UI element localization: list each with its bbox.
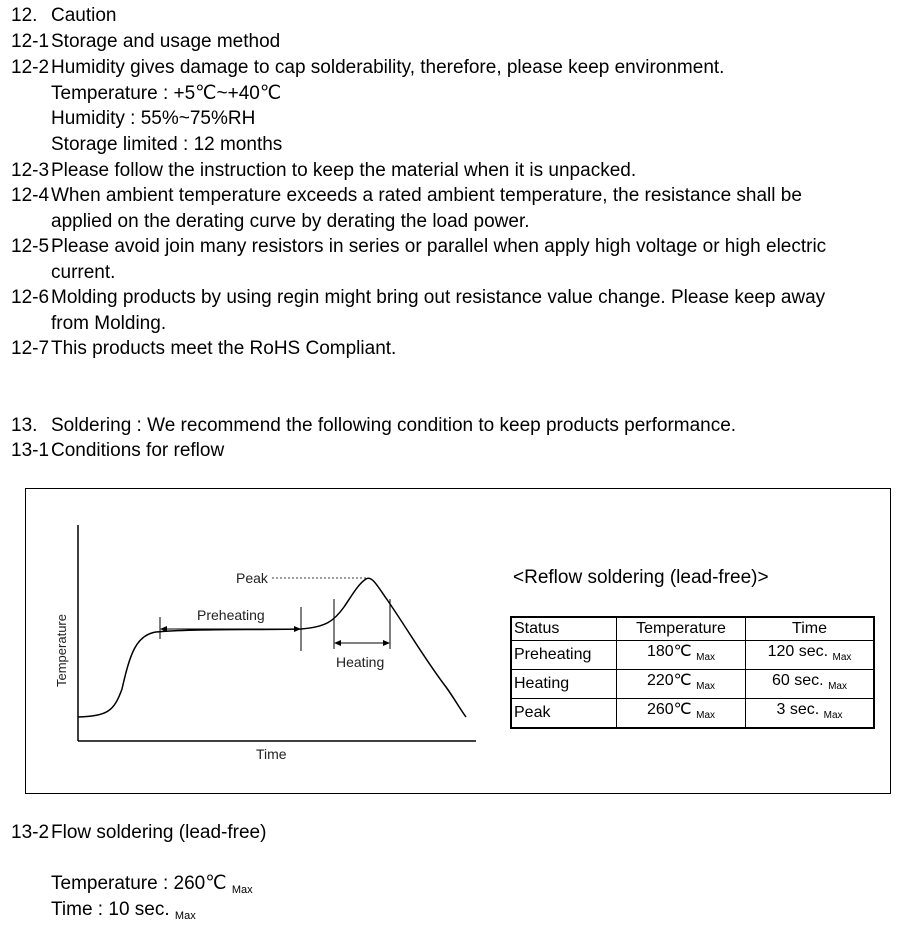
- item-number: 12-7: [11, 338, 50, 359]
- reflow-table-title: <Reflow soldering (lead-free)>: [513, 567, 769, 588]
- temperature-cell: 260℃ $_{Max}$: [617, 699, 746, 729]
- arrow-head: [334, 640, 341, 646]
- x-axis-label: Time: [256, 746, 287, 762]
- item-number: 12-3: [11, 160, 50, 181]
- reflow-figure-frame: [25, 488, 891, 794]
- arrow-head: [294, 626, 301, 632]
- time-cell: 60 sec. $_{Max}$: [746, 670, 875, 699]
- reflow-conditions-table: [510, 616, 875, 729]
- item-text: When ambient temperature exceeds a rated ambient temperature, the resistance shall be: [51, 185, 802, 206]
- section-number: 12.: [11, 5, 38, 26]
- subsection-13-2: [11, 822, 266, 844]
- table-header-row: [511, 617, 874, 641]
- table-row: [511, 641, 874, 670]
- item-text: Please avoid join many resistors in series or parallel when apply high voltage or high electric: [51, 236, 827, 257]
- preheating-label: Preheating: [197, 607, 265, 623]
- section-13-heading: [11, 415, 736, 437]
- flow-time-value: 10 sec.: [108, 899, 170, 920]
- table-row: [511, 699, 874, 729]
- flow-temperature-value: 260℃: [173, 873, 227, 894]
- item-number: 13-1: [11, 440, 50, 461]
- item-number: 13-2: [11, 822, 50, 843]
- section-12-heading: [11, 5, 117, 27]
- item-text: Please follow the instruction to keep the material when it is unpacked.: [51, 160, 637, 181]
- item-number: 12-6: [11, 287, 50, 308]
- item-text: Conditions for reflow: [51, 440, 225, 461]
- item-text: This products meet the RoHS Compliant.: [51, 338, 397, 359]
- subsection-13-1: [11, 440, 224, 462]
- list-item: [11, 287, 825, 309]
- flow-temperature: Temperature : 260℃ $_{Max}$: [51, 873, 253, 896]
- header-time: Time: [746, 617, 875, 641]
- list-item: [11, 185, 802, 207]
- flow-time-label: Time: [51, 899, 93, 920]
- time-cell: 120 sec. $_{Max}$: [746, 641, 875, 670]
- list-item-detail: Temperature : +5℃~+40℃: [51, 83, 282, 104]
- section-title: Soldering : We recommend the following condition to keep products performance.: [51, 415, 737, 436]
- temperature-cell: 220℃ $_{Max}$: [617, 670, 746, 699]
- item-text: Humidity gives damage to cap solderability, therefore, please keep environment.: [51, 57, 725, 78]
- list-item-detail: Humidity : 55%~75%RH: [51, 108, 256, 129]
- list-item-detail: Storage limited : 12 months: [51, 134, 283, 155]
- item-number: 12-1: [11, 31, 50, 52]
- status-cell: Heating: [511, 670, 617, 699]
- table-row: [511, 670, 874, 699]
- status-cell: Preheating: [511, 641, 617, 670]
- reflow-profile-curve: [78, 578, 466, 717]
- list-item-continuation: applied on the derating curve by derating the load power.: [51, 211, 530, 232]
- flow-temperature-label: Temperature: [51, 873, 158, 894]
- list-item: [11, 31, 280, 53]
- item-text: Molding products by using regin might bring out resistance value change. Please keep away: [51, 287, 826, 308]
- list-item: [11, 57, 724, 79]
- time-cell: 3 sec. $_{Max}$: [746, 699, 875, 729]
- section-title: Caution: [51, 5, 117, 26]
- reflow-profile-diagram: [26, 489, 496, 793]
- item-number: 12-5: [11, 236, 50, 257]
- temperature-cell: 180℃ $_{Max}$: [617, 641, 746, 670]
- status-cell: Peak: [511, 699, 617, 729]
- flow-time: Time : 10 sec. $_{Max}$: [51, 899, 196, 922]
- list-item: [11, 236, 826, 258]
- arrow-head: [383, 640, 390, 646]
- header-status: Status: [511, 617, 617, 641]
- item-number: 12-2: [11, 57, 50, 78]
- item-text: Storage and usage method: [51, 31, 281, 52]
- list-item: [11, 160, 636, 182]
- heating-label: Heating: [336, 654, 385, 670]
- header-temperature: Temperature: [617, 617, 746, 641]
- list-item-continuation: current.: [51, 262, 116, 283]
- section-number: 13.: [11, 415, 38, 436]
- peak-label: Peak: [236, 570, 268, 586]
- y-axis-label: Temperature: [54, 614, 69, 687]
- item-number: 12-4: [11, 185, 50, 206]
- list-item-continuation: from Molding.: [51, 313, 167, 334]
- item-text: Flow soldering (lead-free): [51, 822, 267, 843]
- list-item: [11, 338, 396, 360]
